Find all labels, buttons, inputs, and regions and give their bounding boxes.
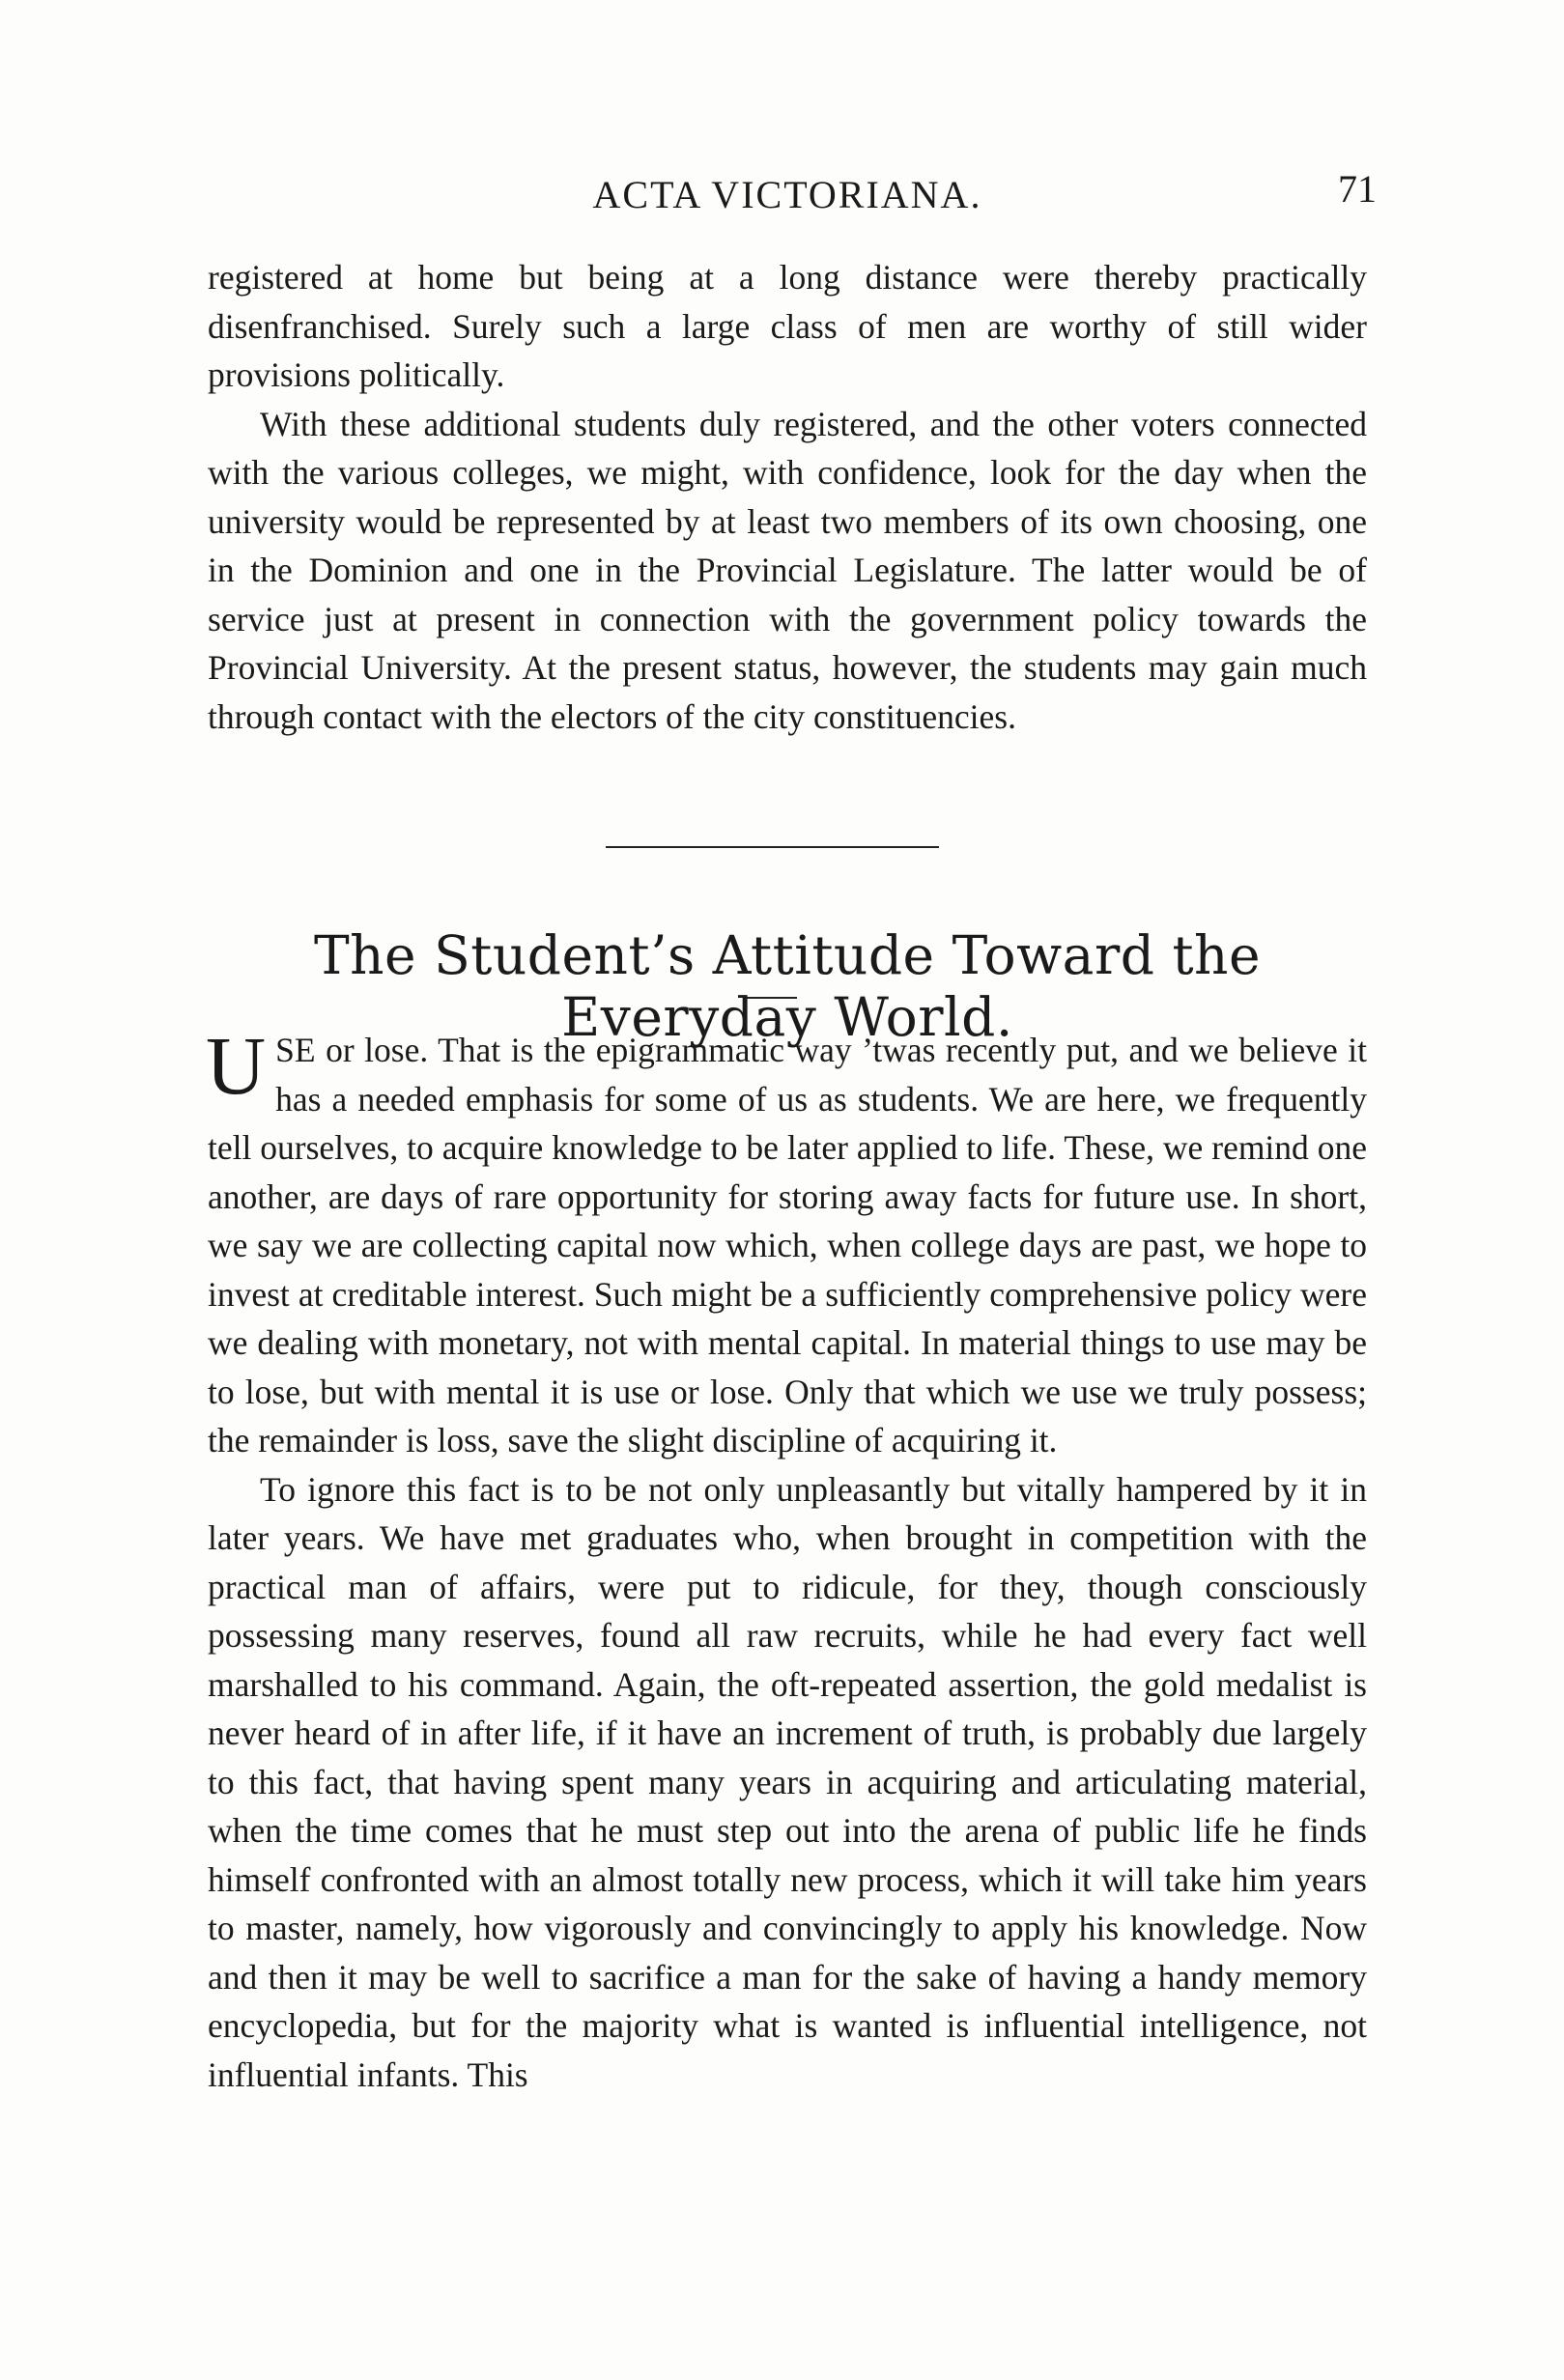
page-number: 71 xyxy=(1338,167,1377,211)
article-second-paragraph: To ignore this fact is to be not only unpleasantly but vitally hampered by it in later years. We have met graduates who, when brought in competition with the practical man of affairs, were put to ridicule, for they, though consciously possessing many reserves, found all raw recruits, while he had every fact well marshalled to his command. Again, the oft-repeated assertion, the gold medalist is never heard of in after life, if it have an increment of truth, is probably due largely to this fact, that having spent many years in acquiring and articulating material, when the time comes that he must step out into the arena of public life he finds himself confronted with an almost totally new process, which it will take him years to master, namely, how vigorously and convincingly to apply his knowledge. Now and then it may be well to sacrifice a man for the sake of having a handy memory encyclopedia, but for the majority what is wanted is influential intelligence, not influential infants. This xyxy=(208,1469,1367,2094)
article-body xyxy=(206,1019,1367,2099)
section-divider xyxy=(606,846,939,848)
article-title: The Student’s Attitude Toward the Everyday World. xyxy=(313,923,1262,1048)
title-rule xyxy=(747,997,797,999)
article-first-paragraph xyxy=(206,1019,1367,1465)
running-head xyxy=(208,167,1377,220)
paragraph-electors: With these additional students duly registered, and the other voters connected with the various colleges, we might, with confidence, look for the day when the university would be represented by at least two members of its own choosing, one in the Dominion and one in the Provincial Legislature. The latter would be of service just at present in connection with the government policy towards the Provincial University. At the present status, however, the students may gain much through contact with the electors of the city constituencies. xyxy=(208,404,1367,736)
paragraph-continued: registered at home but being at a long distance were thereby practically disenfranchised. Surely such a large class of men are worthy of still wider provisions politically. xyxy=(208,258,1367,394)
running-title: ACTA VICTORIANA. xyxy=(592,173,982,216)
first-paragraph-text: SE or lose. That is the epigrammatic way ’twas recently put, and we believe it has a needed emphasis for some of us as students. We are here, we frequently tell ourselves, to acquire knowledge to be later applied to life. These, we remind one another, are days of rare opportunity for storing away facts for future use. In short, we say we are collecting capital now which, when college days are past, we hope to invest at creditable interest. Such might be a sufficiently comprehensive policy were we dealing with monetary, not with mental capital. In material things to use may be to lose, but with mental it is use or lose. Only that which we use we truly possess; the remainder is loss, save the slight discipline of acquiring it. xyxy=(208,1031,1367,1459)
continued-text xyxy=(208,253,1367,741)
drop-cap: U xyxy=(206,1019,267,1112)
